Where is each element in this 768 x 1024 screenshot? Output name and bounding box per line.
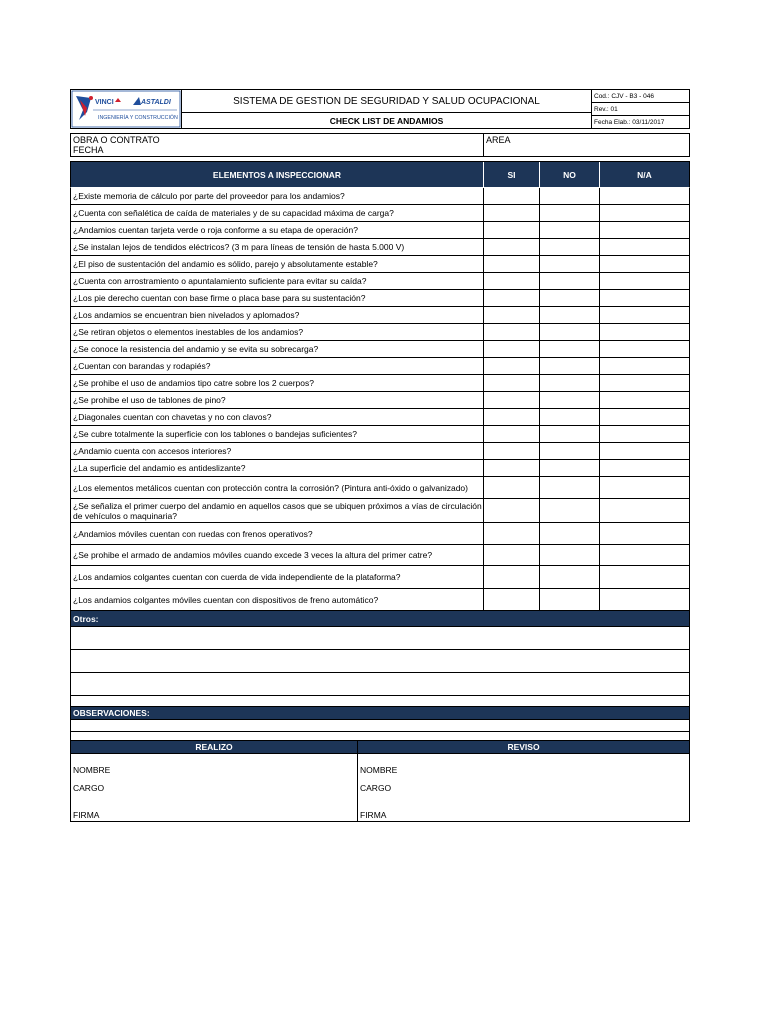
item-question: ¿Se instalan lejos de tendidos eléctricos? (3 m para líneas de tensión de hasta 5.000 V): [70, 239, 484, 256]
si-checkbox[interactable]: [484, 566, 540, 589]
table-row: [70, 341, 690, 358]
observaciones-line-2[interactable]: [70, 732, 690, 741]
sign-firma-row: [70, 794, 690, 822]
na-checkbox[interactable]: [600, 460, 690, 477]
no-checkbox[interactable]: [540, 256, 600, 273]
na-checkbox[interactable]: [600, 188, 690, 205]
col-si: SI: [484, 162, 540, 188]
si-checkbox[interactable]: [484, 499, 540, 523]
no-checkbox[interactable]: [540, 566, 600, 589]
table-row: [70, 460, 690, 477]
table-row: [70, 477, 690, 499]
table-row: [70, 409, 690, 426]
si-checkbox[interactable]: [484, 205, 540, 222]
item-question: ¿Andamio cuenta con accesos interiores?: [70, 443, 484, 460]
logo-astaldi-text: ASTALDI: [141, 99, 171, 106]
si-checkbox[interactable]: [484, 273, 540, 290]
table-row: [70, 443, 690, 460]
fecha-label: FECHA: [73, 145, 104, 155]
na-checkbox[interactable]: [600, 477, 690, 499]
si-checkbox[interactable]: [484, 188, 540, 205]
na-checkbox[interactable]: [600, 273, 690, 290]
table-row: [70, 375, 690, 392]
si-checkbox[interactable]: [484, 358, 540, 375]
na-checkbox[interactable]: [600, 409, 690, 426]
item-question: ¿Los elementos metálicos cuentan con protección contra la corrosión? (Pintura anti-óxido o galvanizado): [70, 477, 484, 499]
item-question: ¿Se prohibe el armado de andamios móviles cuando excede 3 veces la altura del primer catre?: [70, 545, 484, 566]
item-question: ¿Los pie derecho cuentan con base firme o placa base para su sustentación?: [70, 290, 484, 307]
table-row: [70, 523, 690, 545]
table-row: [70, 392, 690, 409]
item-question: ¿Se conoce la resistencia del andamio y se evita su sobrecarga?: [70, 341, 484, 358]
si-checkbox[interactable]: [484, 409, 540, 426]
no-checkbox[interactable]: [540, 477, 600, 499]
no-checkbox[interactable]: [540, 443, 600, 460]
si-checkbox[interactable]: [484, 460, 540, 477]
col-no: NO: [540, 162, 600, 188]
area-label: AREA: [486, 135, 511, 145]
no-checkbox[interactable]: [540, 358, 600, 375]
no-checkbox[interactable]: [540, 341, 600, 358]
na-checkbox[interactable]: [600, 358, 690, 375]
title-block: [182, 90, 592, 129]
table-row: [70, 239, 690, 256]
item-question: ¿Se retiran objetos o elementos inestables de los andamios?: [70, 324, 484, 341]
no-checkbox[interactable]: [540, 460, 600, 477]
no-checkbox[interactable]: [540, 188, 600, 205]
item-question: ¿Diagonales cuentan con chavetas y no con clavos?: [70, 409, 484, 426]
checklist-body: [70, 188, 690, 611]
item-question: ¿Existe memoria de cálculo por parte del proveedor para los andamios?: [70, 188, 484, 205]
no-checkbox[interactable]: [540, 239, 600, 256]
reviso-firma[interactable]: FIRMA: [358, 794, 690, 822]
na-checkbox[interactable]: [600, 443, 690, 460]
item-question: ¿Andamios cuentan tarjeta verde o roja conforme a su etapa de operación?: [70, 222, 484, 239]
table-header: [70, 161, 690, 188]
system-title: SISTEMA DE GESTION DE SEGURIDAD Y SALUD OCUPACIONAL: [182, 90, 591, 113]
item-question: ¿Se señaliza el primer cuerpo del andamio en aquellos casos que se ubiquen próximos a vías de circulación de vehículos o maquinaria?: [70, 499, 484, 523]
na-checkbox[interactable]: [600, 566, 690, 589]
na-checkbox[interactable]: [600, 545, 690, 566]
na-checkbox[interactable]: [600, 523, 690, 545]
realizo-heading: REALIZO: [70, 741, 358, 754]
sign-cargo-row: [70, 776, 690, 794]
no-checkbox[interactable]: [540, 222, 600, 239]
si-checkbox[interactable]: [484, 256, 540, 273]
item-question: ¿Andamios móviles cuentan con ruedas con frenos operativos?: [70, 523, 484, 545]
na-checkbox[interactable]: [600, 205, 690, 222]
na-checkbox[interactable]: [600, 375, 690, 392]
si-checkbox[interactable]: [484, 222, 540, 239]
area-field[interactable]: [484, 134, 690, 157]
na-checkbox[interactable]: [600, 589, 690, 611]
no-checkbox[interactable]: [540, 499, 600, 523]
na-checkbox[interactable]: [600, 392, 690, 409]
si-checkbox[interactable]: [484, 392, 540, 409]
table-row: [70, 222, 690, 239]
otros-line-3[interactable]: [70, 673, 690, 696]
item-question: ¿Cuenta con señalética de caída de materiales y de su capacidad máxima de carga?: [70, 205, 484, 222]
na-checkbox[interactable]: [600, 290, 690, 307]
item-question: ¿Los andamios se encuentran bien nivelados y aplomados?: [70, 307, 484, 324]
na-checkbox[interactable]: [600, 307, 690, 324]
info-row: [70, 133, 690, 157]
no-checkbox[interactable]: [540, 205, 600, 222]
document-code: Cod.: CJV - B3 - 046: [592, 90, 689, 103]
document-date: Fecha Elab.: 03/11/2017: [594, 118, 665, 126]
table-row: [70, 499, 690, 523]
si-checkbox[interactable]: [484, 477, 540, 499]
otros-line-1[interactable]: [70, 627, 690, 650]
na-checkbox[interactable]: [600, 324, 690, 341]
table-row: [70, 290, 690, 307]
no-checkbox[interactable]: [540, 545, 600, 566]
realizo-firma[interactable]: FIRMA: [70, 794, 358, 822]
si-checkbox[interactable]: [484, 375, 540, 392]
checklist-sheet: [70, 89, 690, 822]
document-meta: [592, 90, 690, 129]
si-checkbox[interactable]: [484, 443, 540, 460]
otros-band: Otros:: [70, 611, 690, 627]
item-question: ¿Se cubre totalmente la superficie con los tablones o bandejas suficientes?: [70, 426, 484, 443]
no-checkbox[interactable]: [540, 426, 600, 443]
no-checkbox[interactable]: [540, 392, 600, 409]
si-checkbox[interactable]: [484, 589, 540, 611]
observaciones-band: OBSERVACIONES:: [70, 707, 690, 720]
sign-nombre-row: [70, 754, 690, 776]
si-checkbox[interactable]: [484, 239, 540, 256]
no-checkbox[interactable]: [540, 324, 600, 341]
logo-graphic: [71, 90, 181, 128]
na-checkbox[interactable]: [600, 222, 690, 239]
item-question: ¿El piso de sustentación del andamio es sólido, parejo y absolutamente estable?: [70, 256, 484, 273]
item-question: ¿Los andamios colgantes móviles cuentan con dispositivos de freno automático?: [70, 589, 484, 611]
reviso-nombre[interactable]: NOMBRE: [358, 754, 690, 776]
na-checkbox[interactable]: [600, 239, 690, 256]
logo-vinci-text: VINCI: [95, 99, 114, 106]
item-question: ¿La superficie del andamio es antideslizante?: [70, 460, 484, 477]
realizo-cargo[interactable]: CARGO: [70, 776, 358, 794]
document-revision: Rev.: 01: [592, 103, 689, 116]
item-question: ¿Se prohibe el uso de tablones de pino?: [70, 392, 484, 409]
na-checkbox[interactable]: [600, 341, 690, 358]
no-checkbox[interactable]: [540, 589, 600, 611]
no-checkbox[interactable]: [540, 523, 600, 545]
obra-label: OBRA O CONTRATO: [73, 135, 160, 145]
col-elementos: ELEMENTOS A INSPECCIONAR: [70, 162, 484, 188]
otros-line-2[interactable]: [70, 650, 690, 673]
no-checkbox[interactable]: [540, 290, 600, 307]
reviso-cargo[interactable]: CARGO: [358, 776, 690, 794]
na-checkbox[interactable]: [600, 426, 690, 443]
table-row: [70, 324, 690, 341]
document-title: CHECK LIST DE ANDAMIOS: [329, 115, 444, 126]
na-checkbox[interactable]: [600, 256, 690, 273]
no-checkbox[interactable]: [540, 409, 600, 426]
table-row: [70, 545, 690, 566]
table-row: [70, 256, 690, 273]
company-logo: [70, 90, 182, 129]
item-question: ¿Los andamios colgantes cuentan con cuerda de vida independiente de la plataforma?: [70, 566, 484, 589]
table-row: [70, 358, 690, 375]
no-checkbox[interactable]: [540, 307, 600, 324]
si-checkbox[interactable]: [484, 290, 540, 307]
si-checkbox[interactable]: [484, 523, 540, 545]
reviso-heading: REVISO: [358, 741, 690, 754]
observaciones-line[interactable]: [70, 720, 690, 732]
table-row: [70, 566, 690, 589]
table-row: [70, 273, 690, 290]
item-question: ¿Cuenta con arrostramiento o apuntalamiento suficiente para evitar su caída?: [70, 273, 484, 290]
si-checkbox[interactable]: [484, 324, 540, 341]
no-checkbox[interactable]: [540, 273, 600, 290]
otros-line-4[interactable]: [70, 696, 690, 707]
sign-header: [70, 741, 690, 754]
item-question: ¿Se prohibe el uso de andamios tipo catre sobre los 2 cuerpos?: [70, 375, 484, 392]
si-checkbox[interactable]: [484, 426, 540, 443]
logo-subtitle: INGENIERÍA Y CONSTRUCCIÓN: [98, 115, 178, 121]
no-checkbox[interactable]: [540, 375, 600, 392]
table-row: [70, 205, 690, 222]
table-row: [70, 188, 690, 205]
table-row: [70, 307, 690, 324]
si-checkbox[interactable]: [484, 307, 540, 324]
obra-fecha-field[interactable]: [70, 134, 484, 157]
table-row: [70, 426, 690, 443]
realizo-nombre[interactable]: NOMBRE: [70, 754, 358, 776]
col-na: N/A: [600, 162, 690, 188]
item-question: ¿Cuentan con barandas y rodapiés?: [70, 358, 484, 375]
document-header: [70, 89, 690, 129]
na-checkbox[interactable]: [600, 499, 690, 523]
si-checkbox[interactable]: [484, 545, 540, 566]
table-row: [70, 589, 690, 611]
si-checkbox[interactable]: [484, 341, 540, 358]
